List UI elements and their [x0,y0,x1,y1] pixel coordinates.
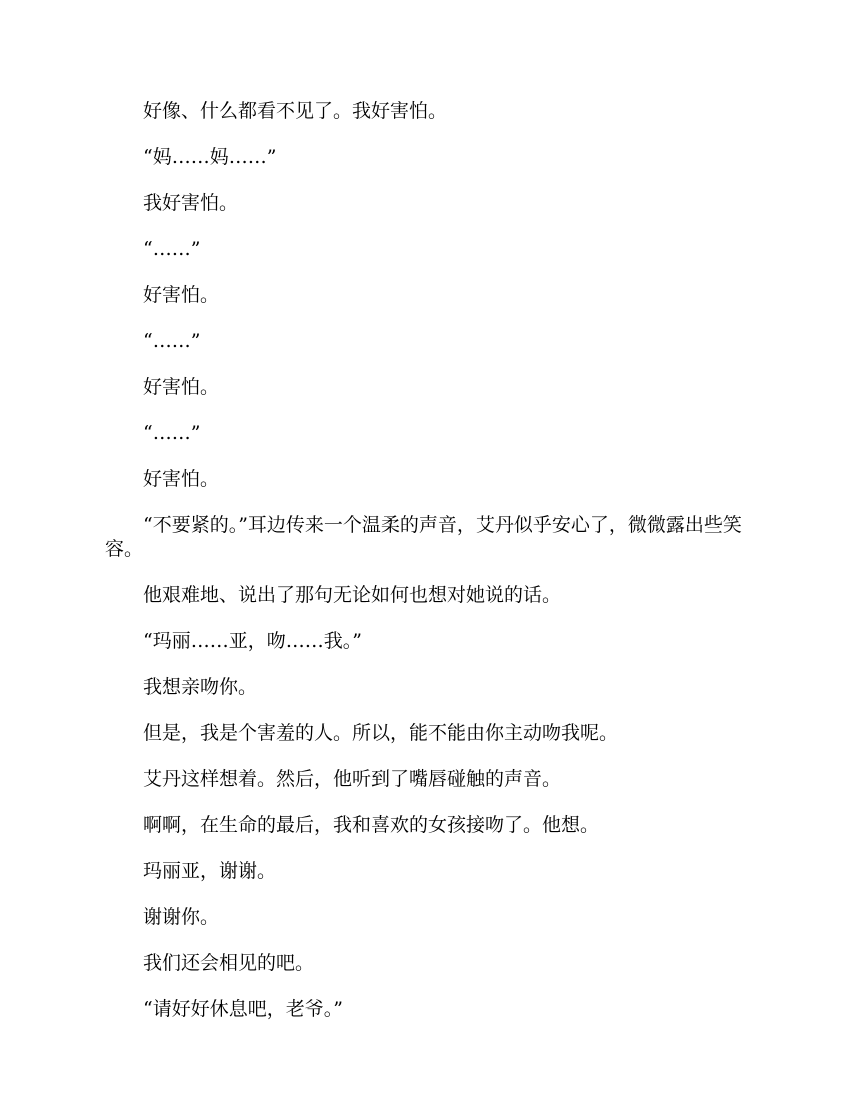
paragraph: 我好害怕。 [143,192,239,214]
paragraph: 他艰难地、说出了那句无论如何也想对她说的话。 [143,584,562,606]
paragraph: 好害怕。 [143,468,220,490]
paragraph: 玛丽亚，谢谢。 [143,860,277,882]
paragraph: 我们还会相见的吧。 [143,952,315,974]
paragraph: “妈……妈……” [143,146,277,168]
paragraph: 好害怕。 [143,376,220,398]
paragraph: “……” [143,238,201,260]
paragraph: “……” [143,422,201,444]
paragraph: 艾丹这样想着。然后，他听到了嘴唇碰触的声音。 [143,768,562,790]
paragraph: “……” [143,330,201,352]
paragraph: “请好好休息吧，老爷。” [143,998,343,1020]
paragraph: 谢谢你。 [143,906,220,928]
paragraph: 啊啊，在生命的最后，我和喜欢的女孩接吻了。他想。 [143,814,600,836]
paragraph: “不要紧的。”耳边传来一个温柔的声音，艾丹似乎安心了，微微露出些笑容。 [105,514,742,560]
paragraph: 好像、什么都看不见了。我好害怕。 [143,100,448,122]
document-body [105,99,755,1043]
paragraph: 我想亲吻你。 [143,676,258,698]
paragraph: 但是，我是个害羞的人。所以，能不能由你主动吻我呢。 [143,722,619,744]
paragraph: 好害怕。 [143,284,220,306]
paragraph: “玛丽……亚，吻……我。” [143,630,362,652]
